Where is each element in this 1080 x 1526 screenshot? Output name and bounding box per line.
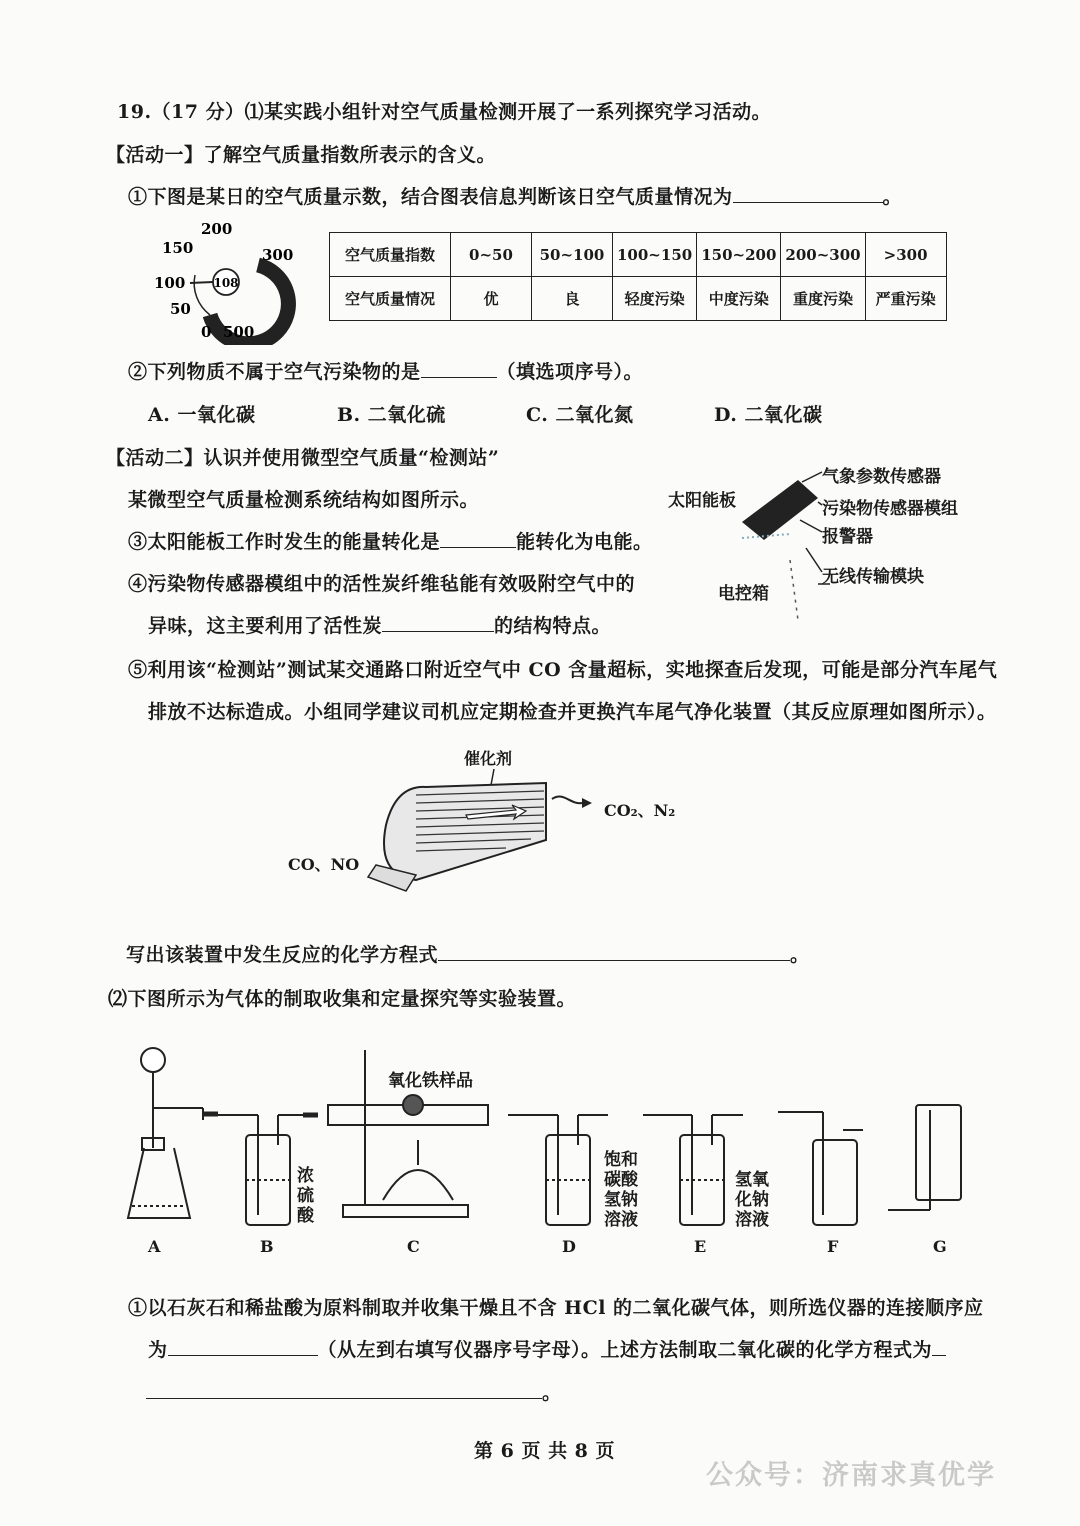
reagent-label-b: 浓硫酸 — [297, 1166, 314, 1226]
apparatus-letter-f: F — [827, 1237, 839, 1256]
apparatus-c — [328, 1050, 488, 1217]
apparatus-letter-a: A — [148, 1237, 161, 1256]
apparatus-g — [888, 1105, 961, 1210]
label-alarm: 报警器 — [822, 527, 873, 547]
apparatus-e — [643, 1115, 743, 1225]
table-cell: 优 — [451, 277, 532, 321]
option-b: B. 二氧化硫 — [337, 404, 446, 426]
leader-line — [806, 548, 822, 572]
gauge-label-500: 500 — [223, 323, 255, 341]
option-c: C. 二氧化氮 — [526, 404, 634, 426]
answer-blank[interactable] — [733, 202, 883, 203]
label-weather-sensor: 气象参数传感器 — [822, 467, 941, 487]
apparatus-letter-c: C — [407, 1237, 420, 1256]
table-cell: 严重污染 — [865, 277, 946, 321]
apparatus-d — [508, 1115, 608, 1225]
gauge-reading: 108 — [213, 276, 239, 290]
question-5-equation-text: 写出该装置中发生反应的化学方程式 。 — [126, 944, 810, 966]
question-5-text-line2: 排放不达标造成。小组同学建议司机应定期检查并更换汽车尾气净化装置（其反应原理如图所示）。 — [148, 701, 997, 723]
option-d: D. 二氧化碳 — [714, 404, 823, 426]
apparatus-f — [778, 1112, 863, 1225]
watermark: 公众号：济南求真优学 — [706, 1460, 996, 1491]
question-4-text-line1: ④污染物传感器模组中的活性炭纤维毡能有效吸附空气中的 — [128, 573, 636, 595]
monitoring-station-diagram — [730, 460, 830, 630]
question-header: 19.（17 分）⑴某实践小组针对空气质量检测开展了一系列探究学习活动。 — [117, 101, 772, 123]
answer-blank[interactable] — [440, 547, 516, 548]
label-iron-oxide-sample: 氧化铁样品 — [388, 1071, 473, 1091]
table-cell: 良 — [532, 277, 613, 321]
answer-blank[interactable] — [168, 1355, 318, 1356]
gauge-label-100: 100 — [154, 274, 186, 292]
part-2-question-1-line1: ①以石灰石和稀盐酸为原料制取并收集干燥且不含 HCl 的二氧化碳气体，则所选仪器的连接顺序应 — [128, 1297, 984, 1319]
answer-blank[interactable] — [421, 377, 497, 378]
answer-blank[interactable] — [146, 1398, 542, 1399]
activity-2-intro: 某微型空气质量检测系统结构如图所示。 — [128, 489, 480, 511]
label-wireless-module: 无线传输模块 — [822, 567, 924, 587]
table-row — [330, 233, 947, 277]
label-pollutant-sensor: 污染物传感器模组 — [822, 499, 958, 519]
question-5-text-line1: ⑤利用该“检测站”测试某交通路口附近空气中 CO 含量超标，实地探查后发现，可能是部分汽车尾气 — [128, 659, 998, 681]
gauge-label-50: 50 — [170, 300, 191, 318]
gauge-needle — [190, 282, 213, 283]
table-cell: 0~50 — [451, 233, 532, 277]
apparatus-a — [128, 1048, 218, 1218]
table-cell: 重度污染 — [781, 277, 865, 321]
table-cell: 轻度污染 — [613, 277, 697, 321]
table-cell: 200~300 — [781, 233, 865, 277]
apparatus-letter-e: E — [694, 1237, 707, 1256]
label-input-gases: CO、NO — [288, 855, 360, 874]
aqi-table — [329, 232, 947, 321]
leader-line — [800, 520, 822, 532]
question-3-text: ③太阳能板工作时发生的能量转化是 能转化为电能。 — [128, 531, 653, 553]
activity-1-title: 【活动一】了解空气质量指数所表示的含义。 — [106, 144, 497, 166]
label-control-box: 电控箱 — [718, 584, 769, 604]
answer-blank[interactable] — [438, 960, 790, 961]
label-output-gases: CO₂、N₂ — [604, 801, 676, 820]
part-2-header: ⑵下图所示为气体的制取收集和定量探究等实验装置。 — [108, 988, 577, 1010]
apparatus-letter-d: D — [562, 1237, 576, 1256]
activity-2-title: 【活动二】认识并使用微型空气质量“检测站” — [106, 447, 500, 469]
option-a: A. 一氧化碳 — [148, 404, 256, 426]
reagent-label-d: 饱和碳酸氢钠溶液 — [604, 1150, 638, 1230]
exhaust-arrow-head — [582, 798, 592, 808]
question-2-text: ②下列物质不属于空气污染物的是 （填选项序号）。 — [128, 361, 644, 383]
table-cell: 150~200 — [697, 233, 781, 277]
answer-blank[interactable] — [382, 631, 494, 632]
catalytic-converter-diagram — [356, 765, 606, 895]
table-cell: 空气质量指数 — [330, 233, 451, 277]
aqi-gauge — [150, 215, 300, 345]
apparatus-diagram — [118, 1030, 968, 1230]
table-cell: 中度污染 — [697, 277, 781, 321]
table-cell: 空气质量情况 — [330, 277, 451, 321]
gauge-label-300: 300 — [262, 246, 294, 264]
gauge-arc-left — [194, 275, 210, 315]
table-cell: >300 — [865, 233, 946, 277]
leader-line — [818, 502, 822, 505]
leader-line — [802, 472, 822, 482]
question-4-text-line2: 异味，这主要利用了活性炭 的结构特点。 — [148, 615, 612, 637]
part-2-question-1-line3: 。 — [146, 1378, 562, 1405]
answer-blank[interactable] — [932, 1355, 946, 1356]
reagent-label-e: 氢氧化钠溶液 — [735, 1170, 769, 1230]
gauge-label-200: 200 — [201, 220, 233, 238]
apparatus-letter-b: B — [260, 1237, 274, 1256]
gauge-label-150: 150 — [162, 239, 194, 257]
part-2-question-1-line2: 为 （从左到右填写仪器序号字母）。上述方法制取二氧化碳的化学方程式为 — [148, 1335, 946, 1362]
table-cell: 50~100 — [532, 233, 613, 277]
label-catalyst: 催化剂 — [464, 749, 513, 768]
page-number: 第 6 页 共 8 页 — [474, 1440, 616, 1462]
question-1-text: ①下图是某日的空气质量示数，结合图表信息判断该日空气质量情况为 。 — [128, 186, 903, 208]
table-row — [330, 277, 947, 321]
table-cell: 100~150 — [613, 233, 697, 277]
apparatus-letter-g: G — [933, 1237, 947, 1256]
pole-dashed — [790, 560, 798, 620]
gauge-label-0: 0 — [201, 323, 212, 341]
solar-panel-shape — [742, 480, 818, 540]
label-solar-panel: 太阳能板 — [668, 491, 736, 511]
exhaust-arrow — [552, 797, 582, 804]
